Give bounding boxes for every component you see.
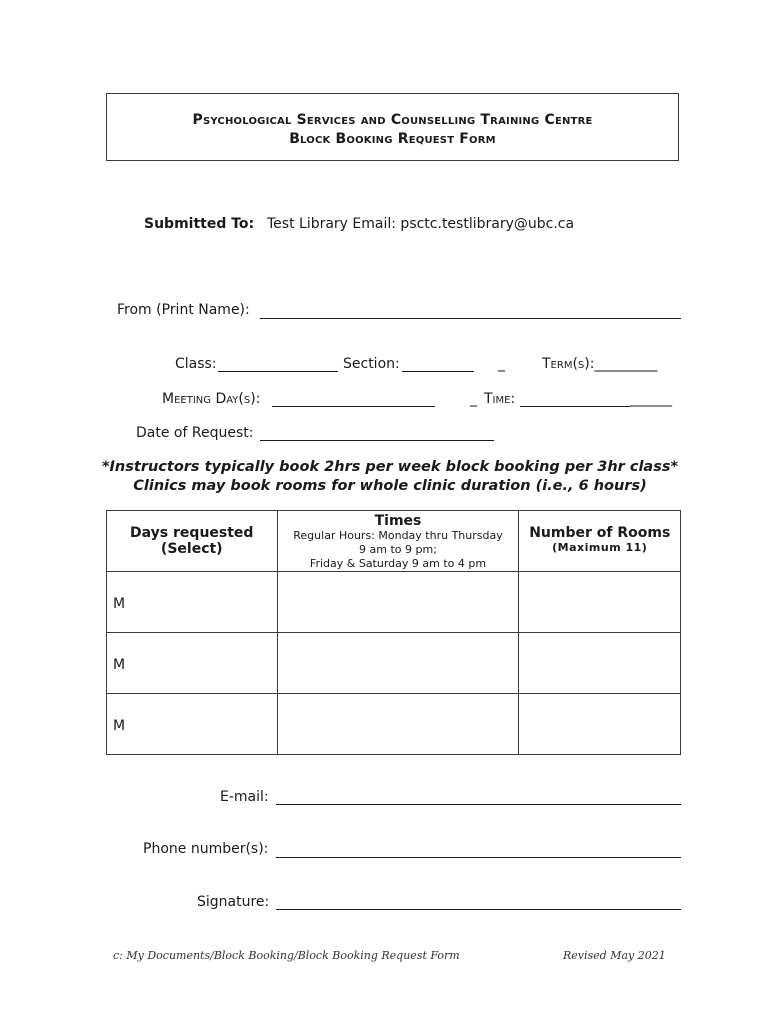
day-cell[interactable] [107, 633, 278, 694]
class-field[interactable] [218, 371, 338, 372]
form-title-line2: Block Booking Request Form [289, 131, 496, 147]
table-header-row [107, 511, 681, 572]
time-cell[interactable] [277, 694, 519, 755]
time-cell[interactable] [277, 633, 519, 694]
submitted-to-value: Test Library Email: psctc.testlibrary@ubc.ca [267, 216, 575, 232]
days-requested-sub: (Select) [160, 541, 223, 557]
times-title: Times [374, 513, 422, 529]
time-trailing: ______ [630, 391, 672, 407]
rooms-sub: (Maximum 11) [552, 541, 648, 554]
meeting-days-label: Meeting Day(s): [162, 391, 261, 407]
times-sub-line3: Friday & Saturday 9 am to 4 pm [309, 557, 487, 570]
rooms-cell[interactable] [519, 694, 681, 755]
date-of-request-field[interactable] [260, 440, 494, 441]
clinic-note: Clinics may book rooms for whole clinic duration (i.e., 6 hours) [133, 478, 647, 494]
submitted-to-label: Submitted To: [144, 216, 255, 232]
from-name-field[interactable] [260, 318, 681, 319]
table-row [107, 694, 681, 755]
form-title-box [106, 93, 679, 161]
footer-revised: Revised May 2021 [563, 949, 666, 962]
days-requested-title: Days requested [130, 525, 254, 541]
times-sub-line2: 9 am to 9 pm; [359, 543, 437, 556]
section-label: Section: [343, 356, 400, 372]
day-cell[interactable] [107, 572, 278, 633]
phone-field[interactable] [276, 857, 681, 858]
section-field[interactable] [402, 371, 474, 372]
signature-field[interactable] [276, 909, 681, 910]
table-row [107, 633, 681, 694]
phone-label: Phone number(s): [143, 841, 269, 857]
footer-path: c: My Documents/Block Booking/Block Booking Request Form [113, 949, 460, 962]
table-row [107, 572, 681, 633]
time-field[interactable] [520, 406, 630, 407]
instructor-note: *Instructors typically book 2hrs per week block booking per 3hr class* [101, 459, 679, 475]
form-title-line1: Psychological Services and Counselling Training Centre [192, 112, 593, 128]
date-of-request-label: Date of Request: [136, 425, 254, 441]
time-prefix: _ [470, 391, 477, 407]
time-label: Time: [484, 391, 516, 407]
booking-table [106, 510, 681, 755]
class-label: Class: [175, 356, 217, 372]
day-cell[interactable] [107, 694, 278, 755]
email-label: E-mail: [220, 789, 269, 805]
day-select-value[interactable]: M [113, 657, 126, 673]
times-header [277, 511, 519, 572]
day-select-value[interactable]: M [113, 596, 126, 612]
time-cell[interactable] [277, 572, 519, 633]
times-sub-line1: Regular Hours: Monday thru Thursday [293, 529, 503, 542]
meeting-days-field[interactable] [272, 406, 435, 407]
email-field[interactable] [276, 804, 681, 805]
rooms-cell[interactable] [519, 633, 681, 694]
rooms-title: Number of Rooms [529, 525, 671, 541]
rooms-header [519, 511, 681, 572]
section-trailing: _ [498, 356, 505, 372]
signature-label: Signature: [197, 894, 270, 910]
rooms-cell[interactable] [519, 572, 681, 633]
day-select-value[interactable]: M [113, 718, 126, 734]
from-label: From (Print Name): [117, 302, 250, 318]
days-requested-header [107, 511, 278, 572]
term-label[interactable]: Term(s):_________ [542, 356, 658, 372]
